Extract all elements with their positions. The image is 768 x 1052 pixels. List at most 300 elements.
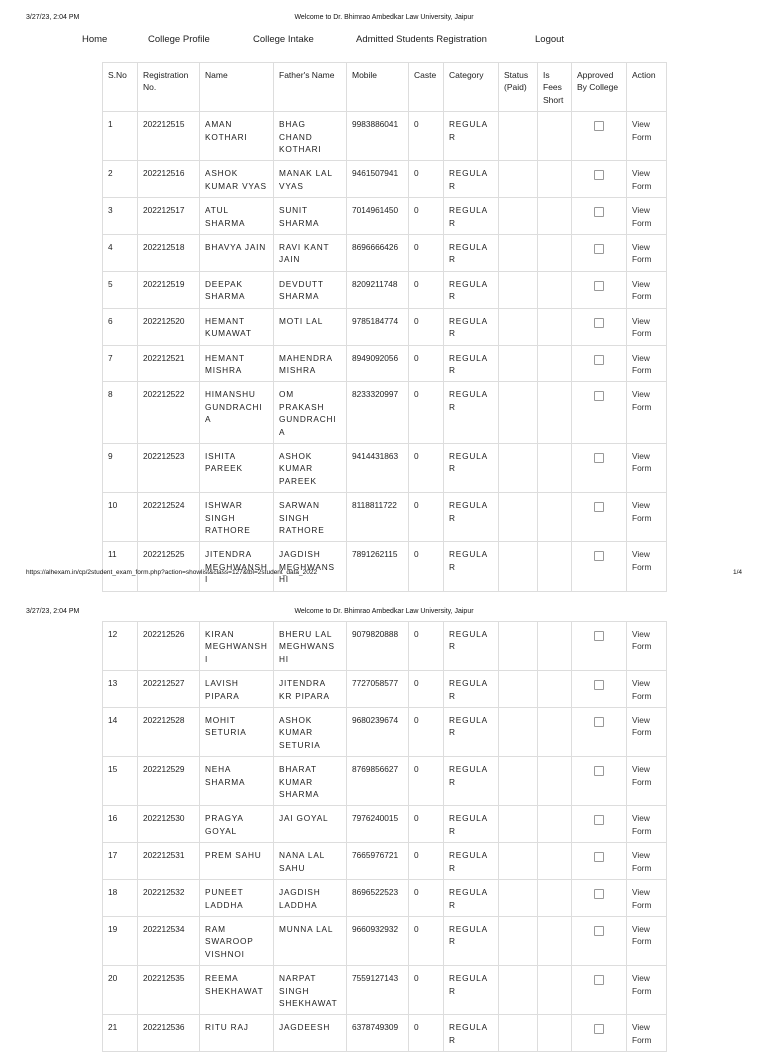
cell-status-paid (499, 916, 538, 965)
cell-approved-by-college (572, 308, 627, 345)
cell-registration-no: 202212523 (138, 443, 200, 492)
cell-fathers-name: BHERU LAL MEGHWANSHI (274, 622, 347, 671)
cell-approved-by-college (572, 345, 627, 382)
table-row (103, 880, 667, 917)
cell-is-fees-short (538, 542, 572, 591)
cell-approved-by-college (572, 843, 627, 880)
cell-mobile: 7014961450 (347, 198, 409, 235)
cell-name: ATUL SHARMA (200, 198, 274, 235)
view-form-link[interactable]: View Form (632, 168, 652, 191)
cell-mobile: 9461507941 (347, 161, 409, 198)
print-date: 3/27/23, 2:04 PM (26, 14, 80, 21)
cell-action (627, 443, 667, 492)
cell-category: REGULAR (444, 271, 499, 308)
cell-category: REGULAR (444, 542, 499, 591)
cell-is-fees-short (538, 966, 572, 1015)
cell-caste: 0 (409, 493, 444, 542)
approved-checkbox[interactable] (594, 551, 604, 561)
approved-checkbox[interactable] (594, 170, 604, 180)
cell-approved-by-college (572, 112, 627, 161)
view-form-link[interactable]: View Form (632, 629, 652, 652)
cell-name: JITENDRA MEGHWANSHI (200, 542, 274, 591)
cell-mobile: 7727058577 (347, 671, 409, 708)
approved-checkbox[interactable] (594, 121, 604, 131)
cell-sno: 21 (103, 1015, 138, 1052)
view-form-link[interactable]: View Form (632, 278, 652, 302)
col-sno: S.No (103, 63, 138, 112)
col-status-paid: Status (Paid) (499, 63, 538, 112)
cell-category: REGULAR (444, 345, 499, 382)
cell-mobile: 7891262115 (347, 542, 409, 591)
cell-action (627, 708, 667, 757)
cell-sno: 14 (103, 708, 138, 757)
cell-action (627, 916, 667, 965)
cell-sno: 16 (103, 806, 138, 843)
col-is-fees-short: Is Fees Short (538, 63, 572, 112)
table-row (103, 493, 667, 542)
cell-action (627, 271, 667, 308)
approved-checkbox[interactable] (594, 889, 604, 899)
cell-mobile: 8233320997 (347, 382, 409, 444)
cell-caste: 0 (409, 308, 444, 345)
approved-checkbox[interactable] (594, 766, 604, 776)
cell-category: REGULAR (444, 757, 499, 806)
cell-status-paid (499, 757, 538, 806)
approved-checkbox[interactable] (594, 355, 604, 365)
cell-category: REGULAR (444, 966, 499, 1015)
view-form-link[interactable]: View Form (632, 242, 652, 265)
cell-fathers-name: MANAK LAL VYAS (274, 161, 347, 198)
view-form-link[interactable]: View Form (632, 850, 652, 873)
table-row (103, 235, 667, 272)
cell-fathers-name: BHAG CHAND KOTHARI (274, 112, 347, 161)
cell-fathers-name: MUNNA LAL (274, 916, 347, 965)
cell-registration-no: 202212526 (138, 622, 200, 671)
cell-name: PUNEET LADDHA (200, 880, 274, 917)
cell-action (627, 308, 667, 345)
view-form-link[interactable]: View Form (632, 678, 652, 701)
cell-name: REEMA SHEKHAWAT (200, 966, 274, 1015)
approved-checkbox[interactable] (594, 631, 604, 641)
approved-checkbox[interactable] (594, 717, 604, 727)
table-row (103, 382, 667, 444)
approved-checkbox[interactable] (594, 680, 604, 690)
cell-caste: 0 (409, 271, 444, 308)
cell-fathers-name: MOTI LAL (274, 308, 347, 345)
cell-sno: 18 (103, 880, 138, 917)
cell-sno: 20 (103, 966, 138, 1015)
cell-status-paid (499, 493, 538, 542)
cell-mobile: 9660932932 (347, 916, 409, 965)
cell-mobile: 7559127143 (347, 966, 409, 1015)
cell-status-paid (499, 542, 538, 591)
cell-caste: 0 (409, 443, 444, 492)
cell-action (627, 622, 667, 671)
print-title: Welcome to Dr. Bhimrao Ambedkar Law University, Jaipur (294, 14, 474, 21)
cell-sno: 13 (103, 671, 138, 708)
approved-checkbox[interactable] (594, 926, 604, 936)
cell-sno: 5 (103, 271, 138, 308)
cell-name: LAVISH PIPARA (200, 671, 274, 708)
approved-checkbox[interactable] (594, 852, 604, 862)
cell-status-paid (499, 235, 538, 272)
cell-category: REGULAR (444, 235, 499, 272)
cell-is-fees-short (538, 198, 572, 235)
cell-name: ISHITA PAREEK (200, 443, 274, 492)
cell-fathers-name: JAGDEESH (274, 1015, 347, 1052)
cell-registration-no: 202212519 (138, 271, 200, 308)
cell-category: REGULAR (444, 1015, 499, 1052)
cell-name: ISHWAR SINGH RATHORE (200, 493, 274, 542)
cell-status-paid (499, 198, 538, 235)
cell-category: REGULAR (444, 806, 499, 843)
cell-action (627, 880, 667, 917)
table-row (103, 443, 667, 492)
cell-action (627, 112, 667, 161)
cell-registration-no: 202212521 (138, 345, 200, 382)
cell-is-fees-short (538, 345, 572, 382)
cell-name: KIRAN MEGHWANSHI (200, 622, 274, 671)
cell-category: REGULAR (444, 161, 499, 198)
cell-sno: 7 (103, 345, 138, 382)
cell-fathers-name: SUNIT SHARMA (274, 198, 347, 235)
cell-is-fees-short (538, 443, 572, 492)
cell-category: REGULAR (444, 843, 499, 880)
page-url: https://alhexam.in/cp/2student_exam_form.php?action=showlist&class=127&tbl=2student_data_2022 (26, 569, 318, 576)
cell-approved-by-college (572, 916, 627, 965)
cell-sno: 15 (103, 757, 138, 806)
nav-home[interactable]: Home (82, 34, 108, 45)
cell-action (627, 671, 667, 708)
view-form-link[interactable]: View Form (632, 389, 652, 412)
cell-caste: 0 (409, 880, 444, 917)
cell-category: REGULAR (444, 308, 499, 345)
table-row (103, 308, 667, 345)
approved-checkbox[interactable] (594, 453, 604, 463)
cell-caste: 0 (409, 542, 444, 591)
cell-is-fees-short (538, 806, 572, 843)
cell-action (627, 757, 667, 806)
cell-status-paid (499, 966, 538, 1015)
cell-is-fees-short (538, 708, 572, 757)
cell-name: RITU RAJ (200, 1015, 274, 1052)
cell-sno: 4 (103, 235, 138, 272)
cell-sno: 11 (103, 542, 138, 591)
cell-approved-by-college (572, 622, 627, 671)
cell-registration-no: 202212527 (138, 671, 200, 708)
approved-checkbox[interactable] (594, 207, 604, 217)
cell-sno: 10 (103, 493, 138, 542)
cell-caste: 0 (409, 916, 444, 965)
approved-checkbox[interactable] (594, 975, 604, 985)
cell-action (627, 198, 667, 235)
cell-caste: 0 (409, 622, 444, 671)
cell-is-fees-short (538, 671, 572, 708)
cell-category: REGULAR (444, 198, 499, 235)
cell-approved-by-college (572, 382, 627, 444)
cell-status-paid (499, 671, 538, 708)
cell-status-paid (499, 1015, 538, 1052)
cell-is-fees-short (538, 1015, 572, 1052)
cell-fathers-name: DEVDUTT SHARMA (274, 271, 347, 308)
cell-action (627, 843, 667, 880)
cell-name: RAM SWAROOP VISHNOI (200, 916, 274, 965)
cell-caste: 0 (409, 1015, 444, 1052)
table-row (103, 671, 667, 708)
cell-status-paid (499, 345, 538, 382)
cell-is-fees-short (538, 916, 572, 965)
cell-fathers-name: RAVI KANT JAIN (274, 235, 347, 272)
print-title: Welcome to Dr. Bhimrao Ambedkar Law University, Jaipur (294, 608, 474, 615)
cell-category: REGULAR (444, 671, 499, 708)
col-approved-by-college: Approved By College (572, 63, 627, 112)
cell-approved-by-college (572, 806, 627, 843)
cell-registration-no: 202212534 (138, 916, 200, 965)
nav-college-intake[interactable]: College Intake (253, 34, 314, 45)
cell-name: AMAN KOTHARI (200, 112, 274, 161)
cell-fathers-name: OM PRAKASH GUNDRACHIA (274, 382, 347, 444)
cell-registration-no: 202212536 (138, 1015, 200, 1052)
cell-mobile: 9079820888 (347, 622, 409, 671)
cell-sno: 12 (103, 622, 138, 671)
col-caste: Caste (409, 63, 444, 112)
cell-is-fees-short (538, 493, 572, 542)
cell-fathers-name: NARPAT SINGH SHEKHAWAT (274, 966, 347, 1015)
cell-registration-no: 202212525 (138, 542, 200, 591)
cell-approved-by-college (572, 198, 627, 235)
cell-fathers-name: JAI GOYAL (274, 806, 347, 843)
view-form-link[interactable]: View Form (632, 549, 652, 572)
cell-registration-no: 202212522 (138, 382, 200, 444)
cell-registration-no: 202212532 (138, 880, 200, 917)
cell-caste: 0 (409, 161, 444, 198)
cell-name: PRAGYA GOYAL (200, 806, 274, 843)
cell-caste: 0 (409, 966, 444, 1015)
cell-registration-no: 202212535 (138, 966, 200, 1015)
cell-mobile: 9680239674 (347, 708, 409, 757)
cell-sno: 9 (103, 443, 138, 492)
cell-fathers-name: JAGDISH LADDHA (274, 880, 347, 917)
cell-action (627, 1015, 667, 1052)
cell-status-paid (499, 622, 538, 671)
table-row (103, 112, 667, 161)
view-form-link[interactable]: View Form (632, 205, 652, 228)
view-form-link[interactable]: View Form (632, 923, 652, 947)
table-row (103, 345, 667, 382)
students-table-page1 (102, 62, 667, 592)
col-category: Category (444, 63, 499, 112)
cell-caste: 0 (409, 757, 444, 806)
cell-registration-no: 202212517 (138, 198, 200, 235)
cell-category: REGULAR (444, 112, 499, 161)
cell-registration-no: 202212520 (138, 308, 200, 345)
cell-approved-by-college (572, 443, 627, 492)
view-form-link[interactable]: View Form (632, 450, 652, 474)
cell-mobile: 8209211748 (347, 271, 409, 308)
cell-mobile: 8696666426 (347, 235, 409, 272)
table-row (103, 161, 667, 198)
approved-checkbox[interactable] (594, 391, 604, 401)
col-name: Name (200, 63, 274, 112)
cell-name: HEMANT MISHRA (200, 345, 274, 382)
cell-approved-by-college (572, 1015, 627, 1052)
cell-approved-by-college (572, 757, 627, 806)
cell-registration-no: 202212530 (138, 806, 200, 843)
cell-name: ASHOK KUMAR VYAS (200, 161, 274, 198)
cell-mobile: 9785184774 (347, 308, 409, 345)
cell-is-fees-short (538, 880, 572, 917)
cell-category: REGULAR (444, 493, 499, 542)
cell-approved-by-college (572, 880, 627, 917)
view-form-link[interactable]: View Form (632, 1022, 652, 1045)
cell-mobile: 7976240015 (347, 806, 409, 843)
cell-mobile: 9414431863 (347, 443, 409, 492)
students-table-page2 (102, 621, 667, 1052)
cell-fathers-name: JITENDRA KR PIPARA (274, 671, 347, 708)
cell-name: MOHIT SETURIA (200, 708, 274, 757)
cell-status-paid (499, 880, 538, 917)
cell-caste: 0 (409, 843, 444, 880)
view-form-link[interactable]: View Form (632, 119, 652, 142)
table-row (103, 806, 667, 843)
nav-logout[interactable]: Logout (535, 34, 565, 45)
cell-is-fees-short (538, 843, 572, 880)
cell-registration-no: 202212516 (138, 161, 200, 198)
cell-is-fees-short (538, 112, 572, 161)
table-header-row (103, 63, 667, 112)
cell-name: DEEPAK SHARMA (200, 271, 274, 308)
table-row (103, 622, 667, 671)
view-form-link[interactable]: View Form (632, 500, 652, 523)
cell-sno: 2 (103, 161, 138, 198)
cell-caste: 0 (409, 806, 444, 843)
cell-registration-no: 202212515 (138, 112, 200, 161)
col-action: Action (627, 63, 667, 112)
cell-status-paid (499, 112, 538, 161)
cell-registration-no: 202212518 (138, 235, 200, 272)
print-footer (26, 569, 742, 576)
cell-sno: 3 (103, 198, 138, 235)
view-form-link[interactable]: View Form (632, 764, 652, 787)
print-date: 3/27/23, 2:04 PM (26, 608, 80, 615)
cell-approved-by-college (572, 708, 627, 757)
cell-is-fees-short (538, 271, 572, 308)
cell-mobile: 8118811722 (347, 493, 409, 542)
cell-status-paid (499, 443, 538, 492)
cell-caste: 0 (409, 382, 444, 444)
cell-status-paid (499, 708, 538, 757)
cell-approved-by-college (572, 493, 627, 542)
cell-action (627, 345, 667, 382)
cell-status-paid (499, 161, 538, 198)
cell-action (627, 806, 667, 843)
cell-approved-by-college (572, 542, 627, 591)
cell-sno: 1 (103, 112, 138, 161)
approved-checkbox[interactable] (594, 318, 604, 328)
cell-sno: 6 (103, 308, 138, 345)
cell-fathers-name: NANA LAL SAHU (274, 843, 347, 880)
approved-checkbox[interactable] (594, 502, 604, 512)
cell-fathers-name: JAGDISH MEGHWANSHI (274, 542, 347, 591)
nav-admitted-students-registration[interactable]: Admitted Students Registration (356, 34, 487, 45)
cell-sno: 17 (103, 843, 138, 880)
cell-mobile: 7665976721 (347, 843, 409, 880)
view-form-link[interactable]: View Form (632, 973, 652, 996)
view-form-link[interactable]: View Form (632, 352, 652, 375)
cell-name: HIMANSHU GUNDRACHIA (200, 382, 274, 444)
cell-status-paid (499, 308, 538, 345)
view-form-link[interactable]: View Form (632, 715, 652, 738)
approved-checkbox[interactable] (594, 815, 604, 825)
cell-is-fees-short (538, 308, 572, 345)
cell-action (627, 382, 667, 444)
table-row (103, 708, 667, 757)
cell-approved-by-college (572, 966, 627, 1015)
cell-name: BHAVYA JAIN (200, 235, 274, 272)
col-registration-no: Registration No. (138, 63, 200, 112)
approved-checkbox[interactable] (594, 1024, 604, 1034)
cell-registration-no: 202212531 (138, 843, 200, 880)
col-fathers-name: Father's Name (274, 63, 347, 112)
cell-approved-by-college (572, 671, 627, 708)
cell-is-fees-short (538, 757, 572, 806)
nav-college-profile[interactable]: College Profile (148, 34, 210, 45)
approved-checkbox[interactable] (594, 244, 604, 254)
cell-approved-by-college (572, 271, 627, 308)
cell-category: REGULAR (444, 622, 499, 671)
cell-sno: 19 (103, 916, 138, 965)
cell-fathers-name: ASHOK KUMAR SETURIA (274, 708, 347, 757)
cell-caste: 0 (409, 345, 444, 382)
cell-mobile: 8949092056 (347, 345, 409, 382)
view-form-link[interactable]: View Form (632, 813, 652, 836)
cell-mobile: 8696522523 (347, 880, 409, 917)
approved-checkbox[interactable] (594, 281, 604, 291)
cell-caste: 0 (409, 112, 444, 161)
table-row (103, 542, 667, 591)
cell-approved-by-college (572, 161, 627, 198)
cell-category: REGULAR (444, 708, 499, 757)
table-row (103, 271, 667, 308)
table-row (103, 198, 667, 235)
cell-registration-no: 202212524 (138, 493, 200, 542)
cell-action (627, 235, 667, 272)
cell-caste: 0 (409, 235, 444, 272)
cell-category: REGULAR (444, 443, 499, 492)
view-form-link[interactable]: View Form (632, 315, 652, 339)
cell-status-paid (499, 843, 538, 880)
cell-fathers-name: SARWAN SINGH RATHORE (274, 493, 347, 542)
table-row (103, 916, 667, 965)
cell-caste: 0 (409, 671, 444, 708)
table-row (103, 843, 667, 880)
cell-mobile: 6378749309 (347, 1015, 409, 1052)
cell-status-paid (499, 806, 538, 843)
cell-category: REGULAR (444, 880, 499, 917)
table-row (103, 1015, 667, 1052)
cell-action (627, 966, 667, 1015)
cell-name: HEMANT KUMAWAT (200, 308, 274, 345)
cell-caste: 0 (409, 198, 444, 235)
cell-mobile: 8769856627 (347, 757, 409, 806)
col-mobile: Mobile (347, 63, 409, 112)
cell-fathers-name: BHARAT KUMAR SHARMA (274, 757, 347, 806)
cell-category: REGULAR (444, 382, 499, 444)
cell-is-fees-short (538, 161, 572, 198)
cell-mobile: 9983886041 (347, 112, 409, 161)
cell-registration-no: 202212528 (138, 708, 200, 757)
view-form-link[interactable]: View Form (632, 887, 652, 910)
